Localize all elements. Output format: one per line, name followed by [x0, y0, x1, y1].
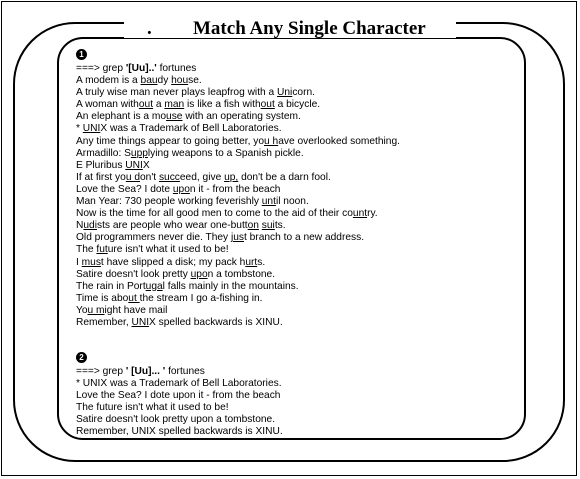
command-prefix: ===> grep	[76, 366, 126, 377]
command-pattern: '[Uu]..'	[125, 63, 157, 74]
line-text: t branch to a new address.	[243, 232, 365, 244]
match-highlight: UNI	[125, 159, 143, 171]
line-text: Yo	[76, 304, 88, 316]
line-text: Time is abo	[76, 292, 129, 304]
line-text: don't be a darn fool.	[238, 171, 331, 183]
line-text: X was a Trademark of Bell Laboratories.	[100, 123, 282, 135]
output-line	[76, 99, 400, 111]
line-text: X spelled backwards is XINU.	[149, 316, 283, 328]
match-highlight: on	[247, 220, 259, 232]
line-text: I	[76, 256, 82, 268]
line-text: X	[142, 159, 150, 171]
number-badge: 1	[76, 49, 87, 60]
page-title: Match Any Single Character	[193, 18, 426, 39]
line-text: the stream I go a-fishing in.	[139, 292, 263, 304]
output-line	[76, 414, 283, 426]
line-text: Satire doesn't look pretty	[76, 268, 191, 280]
match-highlight: bau	[140, 75, 158, 87]
line-text: a	[153, 99, 165, 111]
output-line	[76, 87, 400, 99]
match-highlight: succ	[158, 171, 180, 183]
line-text: sts are people who wear one-butt	[96, 220, 248, 232]
output-line	[76, 305, 400, 317]
line-text: ry.	[367, 208, 378, 220]
title-row	[0, 18, 580, 42]
match-highlight: unt	[352, 208, 368, 220]
section-2	[76, 347, 283, 439]
output-line	[76, 269, 400, 281]
line-text: n a tombstone.	[207, 268, 276, 280]
line-text: Love the Sea? I dote upon it - from the beach	[76, 390, 281, 402]
output-line	[76, 244, 400, 256]
line-text: a bicycle.	[274, 99, 321, 111]
line-text: Love the Sea? I dote	[76, 183, 173, 195]
line-text: E Pluribus	[76, 159, 126, 171]
line-text: ure isn't what it used to be!	[107, 244, 229, 256]
output-line	[76, 172, 400, 184]
line-text: eed, give	[179, 171, 225, 183]
match-highlight: u h	[264, 135, 279, 147]
line-text: Remember, UNIX spelled backwards is XINU.	[76, 426, 283, 438]
output-line	[76, 390, 283, 402]
line-text: A truly wise man never plays leapfrog with a	[76, 87, 278, 99]
command-suffix: fortunes	[165, 366, 205, 377]
match-highlight: uga	[145, 280, 163, 292]
match-highlight: unt	[261, 196, 276, 208]
match-highlight: udi	[83, 220, 97, 232]
output-line	[76, 160, 400, 172]
match-highlight: upo	[190, 268, 208, 280]
line-text: dy	[157, 75, 172, 87]
line-text: The	[76, 244, 97, 256]
line-text: s.	[257, 256, 266, 268]
match-highlight: u m	[87, 304, 105, 316]
line-text: n it - from the beach	[189, 183, 281, 195]
line-text: corn.	[292, 87, 315, 99]
line-text: on't	[140, 171, 159, 183]
output-line	[76, 136, 400, 148]
output-line	[76, 317, 400, 329]
match-highlight: jus	[230, 232, 244, 244]
line-text: Man Year: 730 people working feverishly	[76, 196, 262, 208]
line-text: with an operating system.	[182, 111, 301, 123]
output-line	[76, 111, 400, 123]
line-text: ts.	[274, 220, 286, 232]
output-line	[76, 75, 400, 87]
match-highlight: Uni	[277, 87, 293, 99]
output-line	[76, 281, 400, 293]
section-1	[76, 44, 400, 329]
line-text: is like a fish with	[184, 99, 261, 111]
output-line	[76, 148, 400, 160]
line-text: The future isn't what it used to be!	[76, 402, 229, 414]
match-highlight: man	[164, 99, 185, 111]
command-pattern: ' [Uu]... '	[125, 366, 166, 377]
output-line	[76, 184, 400, 196]
line-text: ight have mail	[104, 304, 168, 316]
output-line	[76, 208, 400, 220]
line-text: lying weapons to a Spanish pickle.	[147, 147, 304, 159]
match-highlight: urt	[245, 256, 258, 268]
match-highlight: ut	[128, 292, 140, 304]
match-highlight: up,	[224, 171, 239, 183]
title-dot: .	[147, 18, 152, 39]
line-text: ave overlooked something.	[278, 135, 400, 147]
line-text: A modem is a	[76, 75, 141, 87]
line-text: Now is the time for all good men to come to the aid of their co	[76, 208, 353, 220]
match-highlight: use	[166, 111, 183, 123]
line-text: Satire doesn't look pretty upon a tombstone.	[76, 414, 276, 426]
output-line	[76, 196, 400, 208]
match-highlight: upo	[172, 183, 190, 195]
match-highlight: UNI	[82, 123, 101, 135]
output-line	[76, 220, 400, 232]
grep-command	[76, 63, 400, 75]
line-text: If at first yo	[76, 171, 126, 183]
output-lines	[76, 378, 283, 438]
line-text: * UNIX was a Trademark of Bell Laboratories.	[76, 378, 282, 390]
line-text: t have slipped a disk; my pack h	[100, 256, 246, 268]
match-highlight: hou	[171, 75, 189, 87]
line-text: l falls mainly in the mountains.	[162, 280, 299, 292]
match-highlight: u d	[125, 171, 140, 183]
match-highlight: mus	[81, 256, 101, 268]
output-line	[76, 293, 400, 305]
line-text: *	[76, 123, 83, 135]
line-text: Armadillo: S	[76, 147, 131, 159]
output-line	[76, 426, 283, 438]
match-highlight: sui	[261, 220, 275, 232]
number-badge: 2	[76, 352, 87, 363]
line-text: An elephant is a mo	[76, 111, 167, 123]
output-line	[76, 123, 400, 135]
match-highlight: out	[260, 99, 275, 111]
line-text: Remember,	[76, 316, 132, 328]
grep-command	[76, 366, 283, 378]
line-text: Old programmers never die. They	[76, 232, 231, 244]
line-text: The rain in Port	[76, 280, 146, 292]
line-text: se.	[188, 75, 202, 87]
output-line	[76, 257, 400, 269]
line-text: Any time things appear to going better, yo	[76, 135, 265, 147]
command-prefix: ===> grep	[76, 63, 126, 74]
match-highlight: fut	[96, 244, 108, 256]
output-line	[76, 378, 283, 390]
line-text: A woman with	[76, 99, 139, 111]
output-lines	[76, 75, 400, 329]
output-line	[76, 402, 283, 414]
line-text: il noon.	[275, 196, 309, 208]
match-highlight: upp	[130, 147, 148, 159]
line-text: N	[76, 220, 84, 232]
output-line	[76, 232, 400, 244]
command-suffix: fortunes	[156, 63, 197, 74]
match-highlight: out	[138, 99, 154, 111]
match-highlight: UNI	[131, 316, 150, 328]
